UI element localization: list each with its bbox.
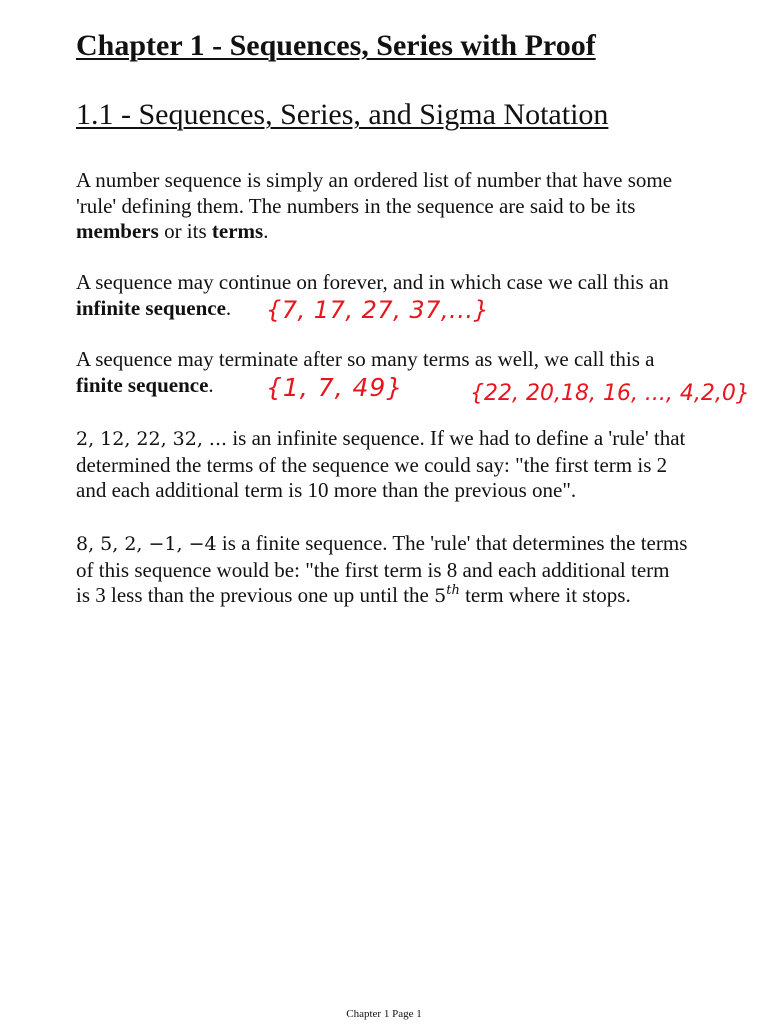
text-fragment: . xyxy=(208,372,214,397)
bold-term-infinite-sequence: infinite sequence xyxy=(76,295,226,320)
paragraph-line: A number sequence is simply an ordered list of number that have some xyxy=(76,168,673,192)
math-superscript-th: th xyxy=(446,583,460,598)
chapter-title: Chapter 1 - Sequences, Series with Proof xyxy=(76,29,596,62)
paragraph-finite-example xyxy=(76,531,736,612)
paragraph-line xyxy=(76,219,736,245)
text-fragment: or its xyxy=(158,219,212,243)
paragraph-line xyxy=(76,583,736,612)
handwritten-finite-example-2: {22, 20,18, 16, ..., 4,2,0} xyxy=(470,381,750,406)
text-fragment: term where it stops. xyxy=(459,583,631,607)
paragraph-infinite-example xyxy=(76,426,736,504)
math-five: 5 xyxy=(434,585,447,607)
paragraph-line: A sequence may continue on forever, and in which case we call this an xyxy=(76,270,669,294)
handwritten-finite-example-1: {1, 7, 49} xyxy=(266,373,404,402)
paragraph-line xyxy=(76,426,736,453)
bold-term-terms: terms xyxy=(211,219,264,243)
text-fragment: . xyxy=(263,219,269,243)
paragraph-line: 'rule' defining them. The numbers in the sequence are said to be its xyxy=(76,193,636,218)
handwritten-infinite-example: {7, 17, 27, 37,...} xyxy=(266,296,490,324)
paragraph-line: and each additional term is 10 more than the previous one". xyxy=(76,478,577,502)
page-footer: Chapter 1 Page 1 xyxy=(346,1008,422,1020)
bold-term-members: members xyxy=(76,219,159,243)
paragraph-line: A sequence may terminate after so many terms as well, we call this a xyxy=(76,347,655,371)
math-sequence-infinite: 2, 12, 22, 32, ... xyxy=(76,428,228,450)
section-title: 1.1 - Sequences, Series, and Sigma Notation xyxy=(76,98,609,131)
paragraph-line xyxy=(76,531,736,558)
paragraph-definition xyxy=(76,168,736,245)
text-fragment: is an infinite sequence. If we had to define a 'rule' that xyxy=(227,426,686,450)
bold-term-finite-sequence: finite sequence xyxy=(76,372,209,397)
text-fragment: is a finite sequence. The 'rule' that determines the terms xyxy=(216,531,688,555)
paragraph-line: of this sequence would be: "the first term is 8 and each additional term xyxy=(76,557,670,582)
math-sequence-finite: 8, 5, 2, −1, −4 xyxy=(76,533,217,555)
text-fragment: . xyxy=(225,295,232,320)
text-fragment: is 3 less than the previous one up until the xyxy=(76,583,435,607)
paragraph-line: determined the terms of the sequence we could say: "the first term is 2 xyxy=(76,452,668,477)
